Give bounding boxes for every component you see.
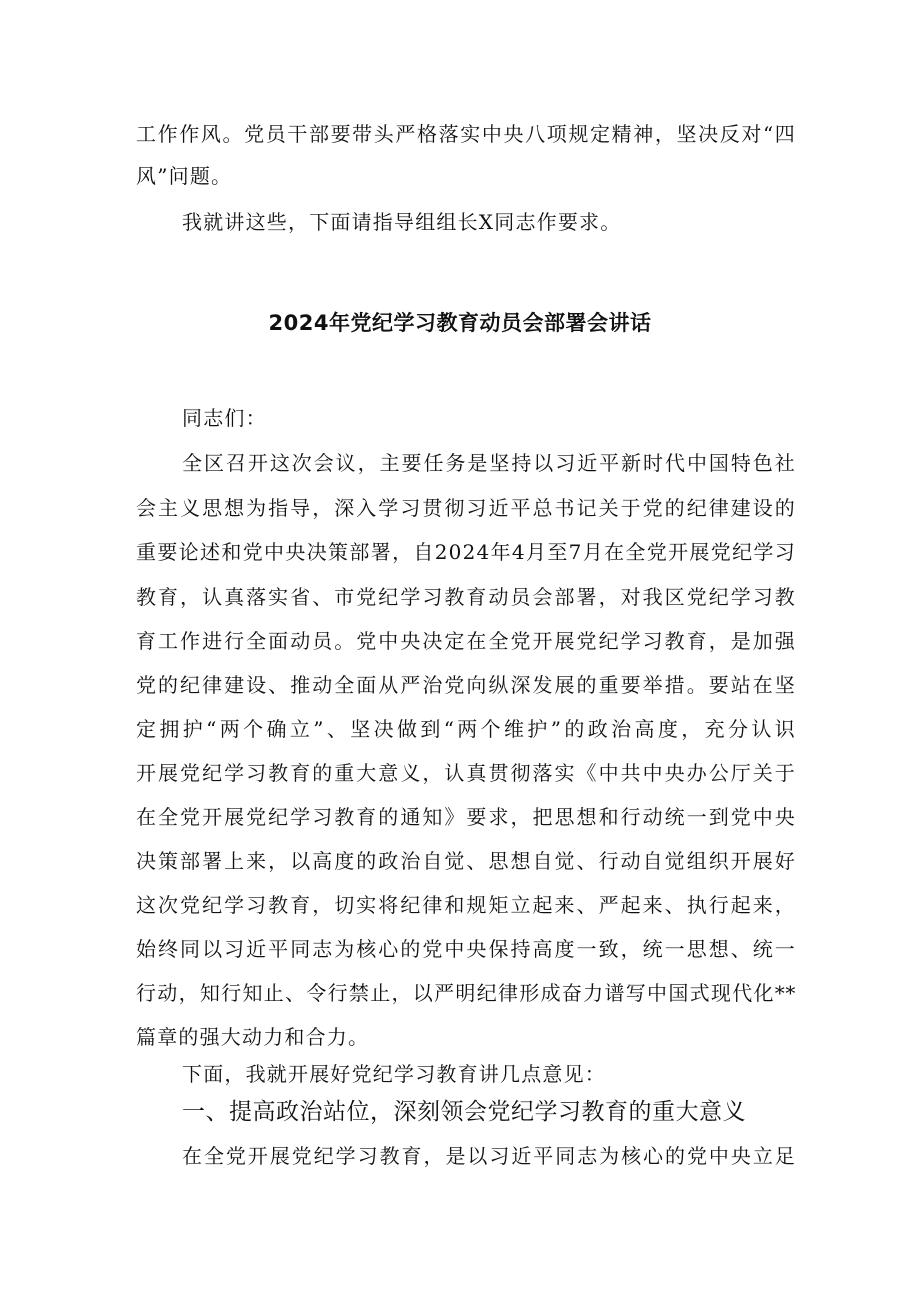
intro-paragraph: 下面，我就开展好党纪学习教育讲几点意见： [182, 1062, 606, 1086]
paragraph-line: 在全党开展党纪学习教育的通知》要求，把思想和行动统一到党中央 [136, 805, 796, 829]
paragraph-line: 全区召开这次会议，主要任务是坚持以习近平新时代中国特色社 [182, 451, 796, 475]
text-line: 工作作风。党员干部要带头严格落实中央八项规定精神，坚决反对“四 [136, 122, 796, 146]
speech-title: 2024年党纪学习教育动员会部署会讲话 [268, 311, 652, 335]
paragraph-line: 育工作进行全面动员。党中央决定在全党开展党纪学习教育，是加强 [136, 629, 796, 653]
closing-line: 我就讲这些，下面请指导组组长X同志作要求。 [182, 210, 622, 234]
section-heading-1: 一、提高政治站位，深刻领会党纪学习教育的重大意义 [182, 1099, 746, 1125]
salutation: 同志们： [182, 406, 267, 430]
paragraph-line: 始终同以习近平同志为核心的党中央保持高度一致，统一思想、统一 [136, 937, 796, 961]
paragraph-line: 篇章的强大动力和合力。 [136, 1025, 370, 1049]
paragraph-line: 行动，知行知止、令行禁止，以严明纪律形成奋力谱写中国式现代化** [136, 981, 796, 1005]
paragraph-line: 教育，认真落实省、市党纪学习教育动员会部署，对我区党纪学习教 [136, 585, 796, 609]
paragraph-line: 决策部署上来，以高度的政治自觉、思想自觉、行动自觉组织开展好 [136, 849, 796, 873]
paragraph-line: 会主义思想为指导，深入学习贯彻习近平总书记关于党的纪律建设的 [136, 496, 796, 520]
paragraph-line: 这次党纪学习教育，切实将纪律和规矩立起来、严起来、执行起来， [136, 893, 796, 917]
paragraph-line: 重要论述和党中央决策部署，自2024年4月至7月在全党开展党纪学习 [136, 540, 796, 564]
paragraph-line: 定拥护“两个确立”、坚决做到“两个维护”的政治高度，充分认识 [136, 717, 796, 741]
paragraph-line: 党的纪律建设、推动全面从严治党向纵深发展的重要举措。要站在坚 [136, 673, 796, 697]
paragraph-line: 在全党开展党纪学习教育，是以习近平同志为核心的党中央立足 [182, 1144, 796, 1168]
text-line: 风”问题。 [136, 164, 233, 188]
paragraph-line: 开展党纪学习教育的重大意义，认真贯彻落实《中共中央办公厅关于 [136, 761, 796, 785]
